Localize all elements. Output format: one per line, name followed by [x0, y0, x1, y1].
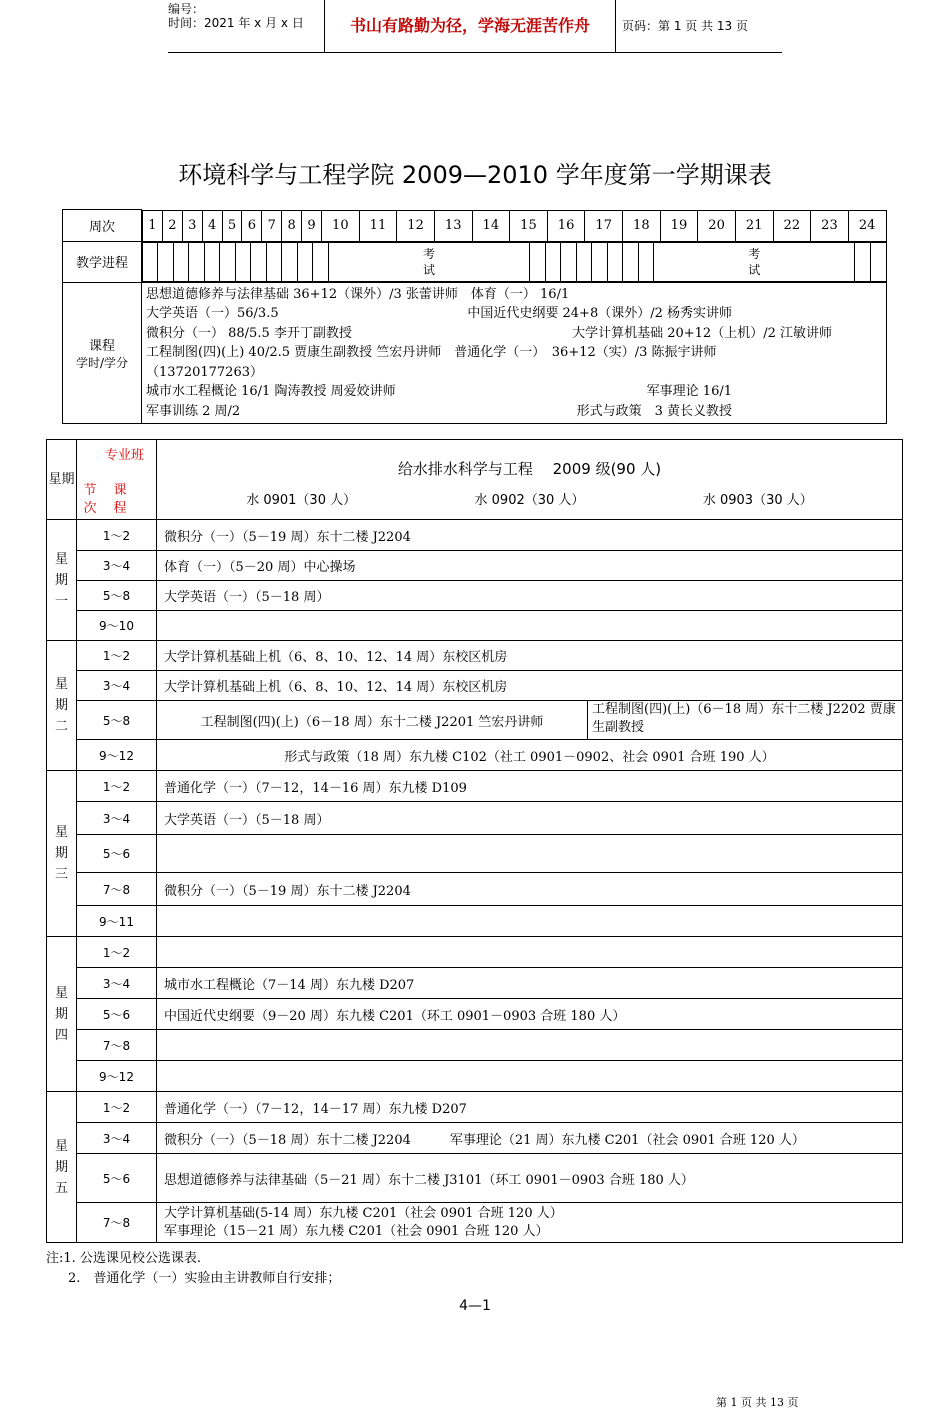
week-number-row	[142, 210, 887, 242]
section-cell: 9～10	[77, 611, 157, 641]
table-row	[47, 906, 903, 937]
progress-week-24	[870, 242, 886, 281]
table-row	[47, 802, 903, 835]
page-number: 4—1	[459, 1298, 491, 1314]
section-cell: 3～4	[77, 968, 157, 999]
week-21: 21	[735, 210, 773, 241]
week-15: 15	[510, 210, 548, 241]
week-2: 2	[162, 210, 182, 241]
section-cell: 1～2	[77, 641, 157, 671]
week-label: 周次	[63, 210, 142, 242]
course-cell: 城市水工程概论（7－14 周）东九楼 D207	[157, 968, 903, 999]
progress-week-19	[607, 242, 622, 281]
progress-week-13	[328, 242, 529, 281]
table-row	[47, 581, 903, 611]
week-24: 24	[848, 210, 886, 241]
day-cell	[47, 771, 77, 937]
progress-week-2	[158, 242, 173, 281]
section-cell: 3～4	[77, 551, 157, 581]
day-name: 星期五	[55, 1138, 69, 1196]
week-16: 16	[547, 210, 585, 241]
page-title: 环境科学与工程学院 2009—2010 学年度第一学期课表	[178, 161, 772, 189]
progress-week-12	[313, 242, 328, 281]
progress-week-16	[561, 242, 576, 281]
week-9: 9	[302, 210, 322, 241]
split-cell	[157, 701, 902, 739]
class-0903: 水 0903（30 人）	[702, 492, 813, 508]
week-numbers	[142, 210, 887, 242]
course-item: （13720177263）	[146, 364, 263, 380]
progress-week-18	[592, 242, 607, 281]
progress-week-11	[297, 242, 312, 281]
page-header	[168, 0, 782, 53]
day-name: 星期三	[55, 825, 69, 882]
course-cell: 大学计算机基础上机（6、8、10、12、14 周）东校区机房	[157, 671, 903, 701]
class-0901: 水 0901（30 人）	[246, 492, 357, 508]
day-cell	[47, 937, 77, 1092]
course-sublabel: 学时/学分	[75, 355, 129, 370]
table-row	[47, 1123, 903, 1154]
section-cell: 7～8	[77, 1203, 157, 1243]
course-item: 工程制图(四)(上) 40/2.5 贾康生副教授 竺宏丹讲师 普通化学（一） 36+12（实）/3 陈振宇讲师	[146, 345, 717, 360]
course-cell	[157, 1030, 903, 1061]
header-time: 时间：2021 年 x 月 x 日	[168, 16, 304, 30]
week-10: 10	[322, 210, 360, 241]
day-name: 星期四	[55, 985, 69, 1043]
course-item: 军事训练 2 周/2	[146, 403, 241, 419]
course-item: 中国近代史纲要 24+8（课外）/2 杨秀实讲师	[467, 306, 732, 321]
course-label: 课程	[88, 338, 115, 354]
table-row	[47, 611, 903, 641]
course-cell	[157, 906, 903, 937]
day-header-label: 星期	[48, 471, 75, 487]
course-line	[146, 324, 882, 344]
progress-week-15	[545, 242, 560, 281]
course-text: 工程制图(四)(上)（6－18 周）东十二楼 J2202 贾康生副教授	[592, 702, 896, 735]
week-table	[62, 209, 887, 424]
progress-week-5	[204, 242, 219, 281]
notes	[46, 1249, 340, 1289]
course-list	[142, 282, 887, 424]
progress-row	[142, 242, 887, 282]
header-page: 页码：第 1 页 共 13 页	[622, 19, 748, 33]
section-cell: 1～2	[77, 1092, 157, 1123]
course-label-cell	[63, 282, 142, 424]
course-cell: 大学计算机基础上机（6、8、10、12、14 周）东校区机房	[157, 641, 903, 671]
week-6: 6	[242, 210, 262, 241]
progress-week-9	[266, 242, 281, 281]
course-item: 军事理论 16/1	[646, 384, 732, 399]
table-row	[47, 671, 903, 701]
course-item: 思想道德修养与法律基础 36+12（课外）/3 张蕾讲师 体育（一） 16/1	[146, 286, 570, 302]
course-item: 形式与政策 3 黄长义教授	[576, 403, 732, 419]
section-cell: 1～2	[77, 771, 157, 802]
course-line	[146, 382, 882, 402]
table-row	[47, 1154, 903, 1203]
week-19: 19	[660, 210, 698, 241]
table-row	[47, 1030, 903, 1061]
table-row	[47, 1092, 903, 1123]
week-4: 4	[202, 210, 222, 241]
table-row	[47, 551, 903, 581]
section-cell: 9～12	[77, 740, 157, 771]
major-header	[157, 440, 903, 520]
progress-week-10	[282, 242, 297, 281]
progress-week-8	[251, 242, 266, 281]
course-cell: 形式与政策（18 周）东九楼 C102（社工 0901－0902、社会 0901 合班 190 人）	[157, 740, 903, 771]
week-23: 23	[811, 210, 849, 241]
day-header	[47, 440, 77, 520]
day-cell	[47, 1092, 77, 1243]
course-cell: 微积分（一）（5－19 周）东十二楼 J2204	[157, 520, 903, 551]
progress-label: 教学进程	[63, 242, 142, 283]
table-row	[47, 1203, 903, 1243]
table-row	[47, 873, 903, 906]
header-meta	[168, 0, 324, 54]
week-20: 20	[698, 210, 736, 241]
progress-week-21	[638, 242, 653, 281]
course-item: 大学英语（一）56/3.5	[146, 306, 279, 321]
course-item: 大学计算机基础 20+12（上机）/2 江敏讲师	[572, 325, 832, 341]
progress-week-6	[220, 242, 235, 281]
major-name: 给水排水科学与工程 2009 级(90 人)	[397, 459, 662, 478]
class-0902: 水 0902（30 人）	[474, 492, 585, 508]
schedule-body	[47, 520, 903, 1243]
progress-week-22	[654, 242, 855, 281]
section-cell: 7～8	[77, 1030, 157, 1061]
course-cell	[157, 611, 903, 641]
section-cell: 1～2	[77, 937, 157, 968]
course-cell	[157, 1061, 903, 1092]
section-cell: 3～4	[77, 1123, 157, 1154]
section-cell: 9～11	[77, 906, 157, 937]
progress-week-3	[173, 242, 188, 281]
week-8: 8	[282, 210, 302, 241]
major-label: 专业班	[104, 448, 144, 463]
course-line	[146, 304, 882, 324]
section-cell: 5～8	[77, 581, 157, 611]
section-cell: 7～8	[77, 873, 157, 906]
table-row	[47, 701, 903, 740]
day-name: 星期一	[55, 551, 69, 609]
course-line	[146, 363, 882, 383]
section-cell: 5～8	[77, 701, 157, 740]
section-cell: 1～2	[77, 520, 157, 551]
section-cell: 5～6	[77, 835, 157, 873]
course-cell	[157, 1203, 903, 1243]
week-1: 1	[143, 210, 163, 241]
week-13: 13	[434, 210, 472, 241]
course-line	[146, 343, 882, 363]
course-cell: 微积分（一）（5－19 周）东十二楼 J2204	[157, 873, 903, 906]
course-cell: 体育（一）（5－20 周）中心操场	[157, 551, 903, 581]
section-label: 节次	[83, 483, 103, 516]
table-row	[47, 835, 903, 873]
course-text: 军事理论（15－21 周）东九楼 C201（社会 0901 合班 120 人）	[164, 1223, 549, 1239]
course-header-label: 课程	[113, 483, 133, 516]
table-row	[47, 968, 903, 999]
week-5: 5	[222, 210, 242, 241]
progress-week-17	[576, 242, 591, 281]
section-cell: 5～6	[77, 1154, 157, 1203]
course-cell: 普通化学（一）（7－12，14－17 周）东九楼 D207	[157, 1092, 903, 1123]
diagonal-header	[77, 440, 157, 520]
course-cell: 思想道德修养与法律基础（5－21 周）东十二楼 J3101（环工 0901－0903 合班 180 人）	[157, 1154, 903, 1203]
course-cell: 大学英语（一）（5－18 周）	[157, 802, 903, 835]
week-22: 22	[773, 210, 811, 241]
class-list	[157, 489, 902, 508]
note-1: 注:1. 公选课见校公选课表.	[46, 1251, 202, 1266]
day-cell	[47, 520, 77, 641]
course-cell	[157, 835, 903, 873]
course-cell	[157, 937, 903, 968]
course-text: 大学计算机基础(5-14 周）东九楼 C201（社会 0901 合班 120 人）	[164, 1205, 563, 1221]
table-row	[47, 740, 903, 771]
week-7: 7	[262, 210, 282, 241]
day-cell	[47, 641, 77, 771]
week-3: 3	[182, 210, 202, 241]
note-2: 2. 普通化学（一）实验由主讲教师自行安排；	[68, 1271, 341, 1286]
progress-week-4	[189, 242, 204, 281]
table-row	[47, 999, 903, 1030]
course-line	[146, 402, 882, 422]
exam-mark: 考试	[748, 246, 761, 277]
progress-week-7	[235, 242, 250, 281]
course-item: 城市水工程概论 16/1 陶涛教授 周爱姣讲师	[146, 384, 396, 399]
course-cell: 大学英语（一）（5－18 周）	[157, 581, 903, 611]
header-slogan: 书山有路勤为径，学海无涯苦作舟	[324, 0, 616, 52]
week-14: 14	[472, 210, 510, 241]
section-cell: 3～4	[77, 671, 157, 701]
day-name: 星期二	[55, 677, 69, 734]
week-12: 12	[397, 210, 435, 241]
week-17: 17	[585, 210, 623, 241]
course-cell	[157, 701, 903, 740]
table-row	[47, 520, 903, 551]
progress-week-14	[530, 242, 545, 281]
course-line	[146, 285, 882, 305]
progress-cells	[142, 242, 887, 283]
week-18: 18	[623, 210, 661, 241]
progress-week-1	[143, 242, 158, 281]
section-cell: 3～4	[77, 802, 157, 835]
section-cell: 5～6	[77, 999, 157, 1030]
table-row	[47, 641, 903, 671]
exam-mark: 考试	[422, 246, 435, 277]
table-row	[47, 771, 903, 802]
page-footer: 第 1 页 共 13 页	[716, 1396, 799, 1409]
schedule-table	[46, 439, 903, 1243]
course-cell: 中国近代史纲要（9－20 周）东九楼 C201（环工 0901－0903 合班 180 人）	[157, 999, 903, 1030]
course-item: 微积分（一） 88/5.5 李开丁副教授	[146, 325, 352, 341]
course-cell: 普通化学（一）（7－12，14－16 周）东九楼 D109	[157, 771, 903, 802]
section-cell: 9～12	[77, 1061, 157, 1092]
course-text: 工程制图(四)(上)（6－18 周）东十二楼 J2201 竺宏丹讲师	[157, 701, 588, 739]
progress-week-20	[623, 242, 638, 281]
progress-week-23	[855, 242, 870, 281]
header-serial: 编号：	[168, 2, 205, 16]
week-11: 11	[359, 210, 397, 241]
table-row	[47, 937, 903, 968]
table-row	[47, 1061, 903, 1092]
course-cell: 微积分（一）（5－18 周）东十二楼 J2204 军事理论（21 周）东九楼 C201（社会 0901 合班 120 人）	[157, 1123, 903, 1154]
